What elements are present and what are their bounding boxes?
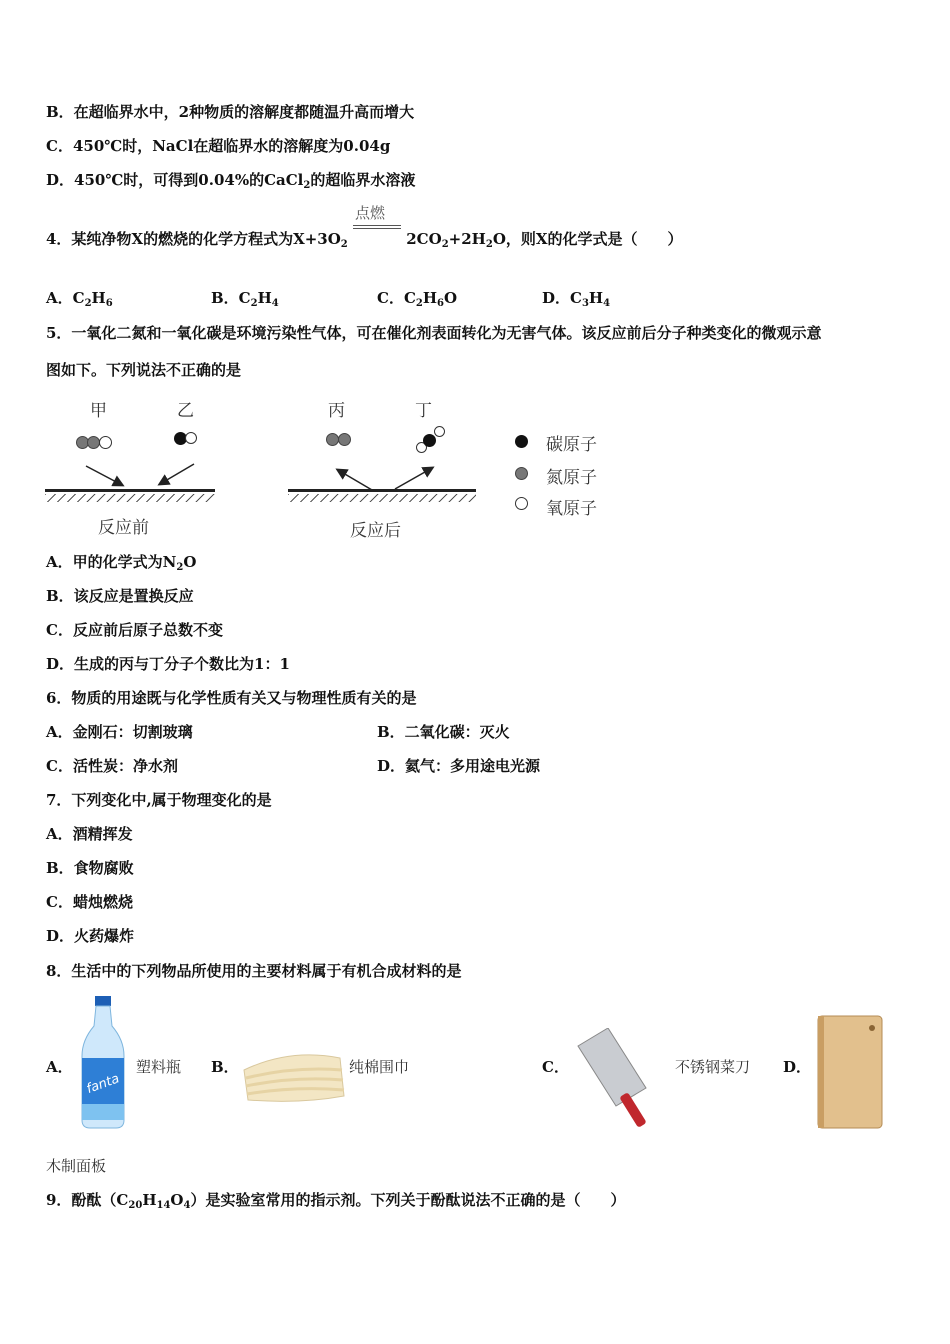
q4-option-c: C．$C_2H_6O$ <box>377 289 458 309</box>
arrow-out-right <box>395 468 432 489</box>
legend-oxygen: 氧原子 <box>546 499 597 519</box>
label-after: 反应后 <box>350 521 401 541</box>
q7-option-c: C．蜡烛燃烧 <box>46 893 133 911</box>
q5-option-d: D．生成的丙与丁分子个数比为1：1 <box>46 655 290 673</box>
label-ding: 丁 <box>415 401 432 421</box>
q4-stem: 4．某纯净物X的燃烧的化学方程式为$X+3O_2$ 点燃 $2CO_2+2H_2O$，则X的化学式是（ ） <box>46 204 683 250</box>
q5-stem-line2: 图如下。下列说法不正确的是 <box>46 361 242 379</box>
q8-option-a-letter: A． <box>46 1058 73 1076</box>
q8-option-c-label: 不锈钢菜刀 <box>675 1058 751 1076</box>
q7-option-d: D．火药爆炸 <box>46 927 135 945</box>
wooden-board-image <box>812 1014 888 1132</box>
q5-option-b: B．该反应是置换反应 <box>46 587 194 605</box>
q8-option-d-label: 木制面板 <box>46 1157 107 1175</box>
q6-option-a: A．金刚石：切割玻璃 <box>46 723 193 741</box>
q7-option-b: B．食物腐败 <box>46 859 134 877</box>
reaction-condition: 点燃 <box>355 204 386 222</box>
surface-hatching <box>288 494 476 502</box>
legend-nitrogen: 氮原子 <box>546 468 597 488</box>
cotton-scarf-image <box>240 1040 346 1104</box>
q7-stem: 7．下列变化中,属于物理变化的是 <box>46 791 272 809</box>
q5-option-a: A．甲的化学式为$N_2O$ <box>46 553 197 573</box>
legend-oxygen-icon <box>515 497 528 510</box>
q3-option-b: B．在超临界水中，2种物质的溶解度都随温升高而增大 <box>46 103 415 121</box>
reaction-arrows <box>0 0 950 560</box>
label-before: 反应前 <box>98 518 149 538</box>
q5-stem-line1: 5．一氧化二氮和一氧化碳是环境污染性气体，可在催化剂表面转化为无害气体。该反应前后分子种类变化的微观示意 <box>46 324 822 342</box>
q5-option-c: C．反应前后原子总数不变 <box>46 621 223 639</box>
q8-option-d-letter: D． <box>783 1058 812 1076</box>
q6-option-c: C．活性炭：净水剂 <box>46 757 178 775</box>
q8-option-a-label: 塑料瓶 <box>136 1058 182 1076</box>
q6-stem: 6．物质的用途既与化学性质有关又与物理性质有关的是 <box>46 689 417 707</box>
legend-nitrogen-icon <box>515 467 528 480</box>
q8-option-b-letter: B． <box>211 1058 239 1076</box>
cleaver-image <box>574 1028 670 1132</box>
label-yi: 乙 <box>177 401 194 421</box>
q4-option-b: B．$C_2H_4$ <box>211 289 279 309</box>
q8-stem: 8．生活中的下列物品所使用的主要材料属于有机合成材料的是 <box>46 962 462 980</box>
q3-option-c: C．450℃时，NaCl在超临界水的溶解度为0.04g <box>46 137 391 155</box>
q8-option-c-letter: C． <box>542 1058 569 1076</box>
q7-option-a: A．酒精挥发 <box>46 825 133 843</box>
label-bing: 丙 <box>328 401 345 421</box>
plastic-bottle-image <box>78 996 128 1130</box>
q6-option-b: B．二氧化碳：灭火 <box>377 723 510 741</box>
legend-carbon: 碳原子 <box>546 435 597 455</box>
q4-option-d: D．$C_3H_4$ <box>542 289 611 309</box>
arrow-out-left <box>338 470 372 490</box>
q6-option-d: D．氦气：多用途电光源 <box>377 757 541 775</box>
q3-option-d: D．450℃时，可得到0.04%的CaCl$_2$的超临界水溶液 <box>46 171 416 191</box>
q8-option-b-label: 纯棉围巾 <box>349 1058 410 1076</box>
legend-carbon-icon <box>515 435 528 448</box>
surface-hatching <box>45 494 215 502</box>
q4-option-a: A．$C_2H_6$ <box>46 289 113 309</box>
arrow-in-left <box>86 466 122 485</box>
q9-stem: 9．酚酞$(C_{20}H_{14}O_4)$是实验室常用的指示剂。下列关于酚酞说法不正确的是（ ） <box>46 1191 626 1211</box>
bottle-brand: fanta <box>84 1071 122 1097</box>
label-jia: 甲 <box>90 401 107 421</box>
arrow-in-right <box>160 464 194 484</box>
